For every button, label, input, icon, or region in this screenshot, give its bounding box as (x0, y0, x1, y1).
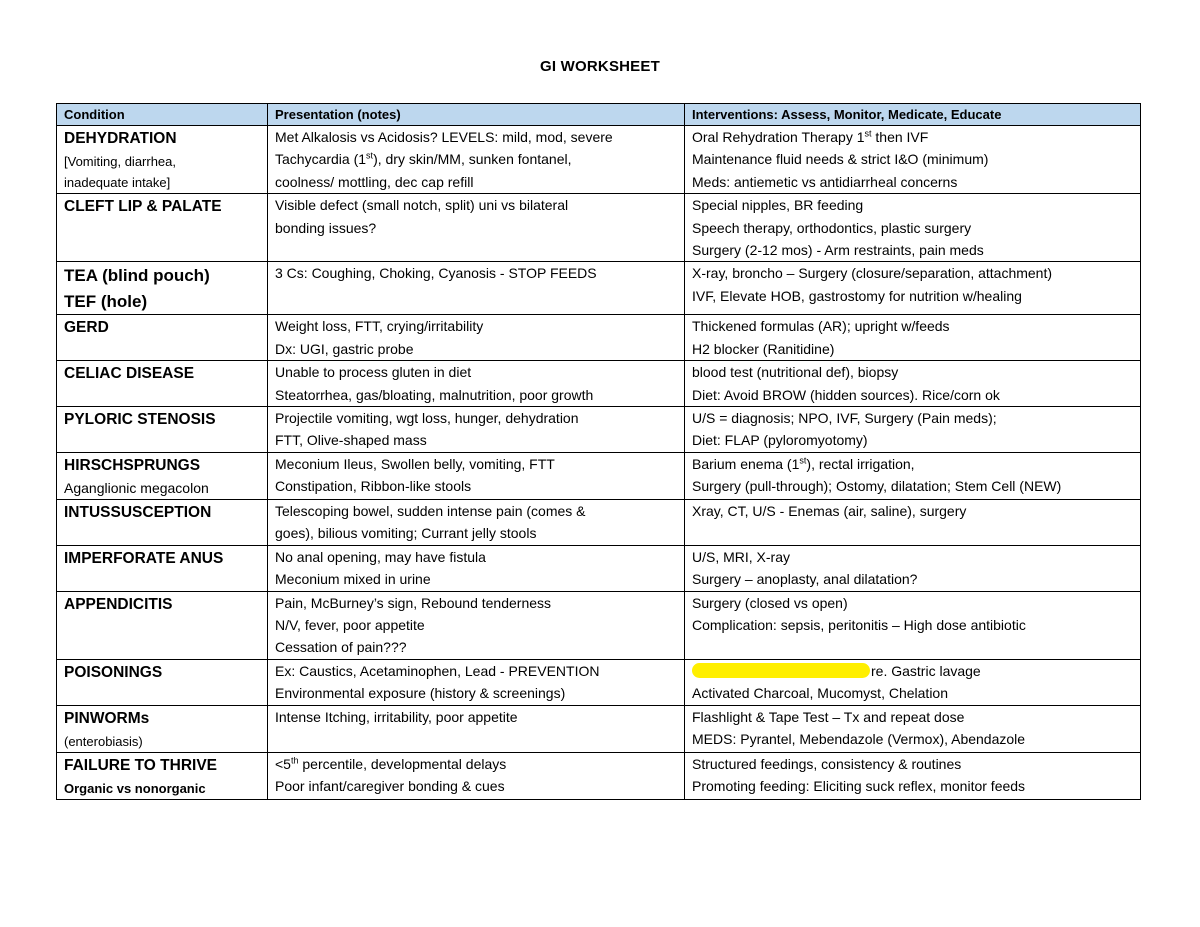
table-row (57, 407, 1141, 453)
presentation-line: FTT, Olive-shaped mass (275, 432, 427, 449)
presentation-line: Cessation of pain??? (275, 639, 407, 656)
presentation-line: Constipation, Ribbon-like stools (275, 478, 472, 495)
table-row (57, 659, 1141, 705)
condition-cell (57, 361, 268, 407)
presentation-cell (268, 545, 685, 591)
condition-cell (57, 315, 268, 361)
table-row (57, 194, 1141, 262)
presentation-line: bonding issues? (275, 219, 377, 236)
condition-cell (57, 407, 268, 453)
presentation-cell (268, 499, 685, 545)
intervention-line: Meds: antiemetic vs antidiarrheal concerns (692, 173, 958, 190)
presentation-line: coolness/ mottling, dec cap refill (275, 173, 474, 190)
condition-note: (enterobiasis) (64, 733, 143, 749)
intervention-line: Structured feedings, consistency & routines (692, 755, 962, 772)
page-title: GI WORKSHEET (540, 58, 660, 75)
intervention-line: U/S, MRI, X-ray (692, 548, 791, 565)
table-row (57, 452, 1141, 499)
table-row (57, 545, 1141, 591)
condition-name: GERD (64, 319, 109, 337)
interventions-cell (685, 315, 1141, 361)
condition-cell (57, 705, 268, 752)
presentation-line: Telescoping bowel, sudden intense pain (comes & (275, 502, 586, 519)
intervention-line: Maintenance fluid needs & strict I&O (minimum) (692, 151, 989, 168)
presentation-line: Pain, McBurney’s sign, Rebound tenderness (275, 594, 552, 611)
interventions-cell (685, 499, 1141, 545)
intervention-line: Surgery (pull-through); Ostomy, dilatation; Stem Cell (NEW) (692, 478, 1062, 495)
condition-name: IMPERFORATE ANUS (64, 549, 224, 567)
presentation-cell (268, 452, 685, 499)
condition-note: Aganglionic megacolon (64, 479, 209, 496)
intervention-line: Special nipples, BR feeding (692, 197, 864, 214)
presentation-line: Met Alkalosis vs Acidosis? LEVELS: mild, mod, severe (275, 129, 613, 145)
interventions-cell (685, 545, 1141, 591)
presentation-cell (268, 361, 685, 407)
condition-name: PINWORMs (64, 709, 150, 727)
condition-name: HIRSCHSPRUNGS (64, 456, 201, 474)
condition-name: DEHYDRATION (64, 130, 177, 147)
intervention-line: Xray, CT, U/S - Enemas (air, saline), surgery (692, 502, 967, 519)
intervention-line: U/S = diagnosis; NPO, IVF, Surgery (Pain meds); (692, 410, 997, 427)
intervention-line: X-ray, broncho – Surgery (closure/separation, attachment) (692, 265, 1053, 282)
presentation-line: 3 Cs: Coughing, Choking, Cyanosis - STOP FEEDS (275, 265, 597, 282)
condition-cell (57, 752, 268, 799)
header-condition: Condition (57, 104, 268, 126)
presentation-line: Projectile vomiting, wgt loss, hunger, dehydration (275, 410, 579, 427)
presentation-cell (268, 194, 685, 262)
presentation-line: goes), bilious vomiting; Currant jelly stools (275, 525, 537, 542)
intervention-line: Surgery (2-12 mos) - Arm restraints, pain meds (692, 242, 984, 259)
intervention-line: Promoting feeding: Eliciting suck reflex, monitor feeds (692, 777, 1026, 794)
intervention-line: Complication: sepsis, peritonitis – High dose antibiotic (692, 616, 1026, 633)
interventions-cell (685, 262, 1141, 315)
presentation-cell (268, 315, 685, 361)
interventions-cell (685, 659, 1141, 705)
intervention-line: MEDS: Pyrantel, Mebendazole (Vermox), Abendazole (692, 730, 1026, 747)
table-row (57, 499, 1141, 545)
table-row (57, 262, 1141, 315)
condition-name: PYLORIC STENOSIS (64, 411, 216, 429)
presentation-cell (268, 659, 685, 705)
presentation-line: Ex: Caustics, Acetaminophen, Lead - PREVENTION (275, 662, 600, 679)
table-row (57, 591, 1141, 659)
interventions-cell (685, 591, 1141, 659)
interventions-cell (685, 752, 1141, 799)
intervention-line: Flashlight & Tape Test – Tx and repeat dose (692, 708, 965, 725)
intervention-line: Surgery – anoplasty, anal dilatation? (692, 571, 918, 588)
intervention-line: blood test (nutritional def), biopsy (692, 364, 899, 381)
header-interventions: Interventions: Assess, Monitor, Medicate, Educate (685, 104, 1141, 126)
presentation-line: Meconium Ileus, Swollen belly, vomiting, FTT (275, 455, 555, 472)
intervention-line: Diet: Avoid BROW (hidden sources). Rice/corn ok (692, 386, 1000, 403)
condition-name: POISONINGS (64, 663, 163, 681)
presentation-line: Dx: UGI, gastric probe (275, 340, 414, 357)
presentation-cell (268, 591, 685, 659)
condition-name: TEA (blind pouch) (64, 266, 210, 286)
presentation-cell (268, 705, 685, 752)
condition-name: TEF (hole) (64, 292, 148, 312)
table-row (57, 126, 1141, 194)
condition-name: APPENDICITIS (64, 595, 173, 613)
presentation-cell (268, 126, 685, 194)
presentation-cell (268, 407, 685, 453)
presentation-cell (268, 752, 685, 799)
intervention-line: Diet: FLAP (pyloromyotomy) (692, 432, 868, 449)
table-row (57, 752, 1141, 799)
presentation-cell (268, 262, 685, 315)
presentation-line: Unable to process gluten in diet (275, 364, 472, 381)
condition-note: Organic vs nonorganic (64, 780, 206, 796)
table-row (57, 361, 1141, 407)
intervention-line: IVF, Elevate HOB, gastrostomy for nutrition w/healing (692, 287, 1022, 304)
presentation-line: Intense Itching, irritability, poor appetite (275, 708, 518, 725)
condition-cell (57, 452, 268, 499)
worksheet-table (56, 103, 1141, 800)
header-presentation: Presentation (notes) (268, 104, 685, 126)
condition-cell (57, 591, 268, 659)
interventions-cell (685, 194, 1141, 262)
condition-cell (57, 126, 268, 194)
intervention-line: Barium enema (1st), rectal irrigation, (692, 455, 915, 472)
intervention-line: re. Gastric lavage (692, 660, 1140, 682)
presentation-line: Environmental exposure (history & screenings) (275, 685, 566, 702)
presentation-line: Weight loss, FTT, crying/irritability (275, 318, 484, 335)
condition-cell (57, 194, 268, 262)
condition-cell (57, 499, 268, 545)
interventions-cell (685, 705, 1141, 752)
presentation-line: No anal opening, may have fistula (275, 548, 486, 565)
header-row (57, 104, 1141, 126)
presentation-line: <5th percentile, developmental delays (275, 754, 507, 772)
intervention-line: Oral Rehydration Therapy 1st then IVF (692, 128, 929, 145)
presentation-line: Visible defect (small notch, split) uni vs bilateral (275, 197, 569, 214)
presentation-line: Steatorrhea, gas/bloating, malnutrition, poor growth (275, 386, 594, 403)
intervention-line: Activated Charcoal, Mucomyst, Chelation (692, 685, 948, 702)
interventions-cell (685, 126, 1141, 194)
interventions-cell (685, 361, 1141, 407)
highlight-redaction (692, 663, 870, 678)
condition-cell (57, 262, 268, 315)
presentation-line: N/V, fever, poor appetite (275, 616, 425, 633)
condition-note: inadequate intake] (64, 175, 171, 190)
intervention-line: Thickened formulas (AR); upright w/feeds (692, 318, 950, 335)
condition-cell (57, 545, 268, 591)
condition-note: [Vomiting, diarrhea, (64, 154, 177, 169)
table-row (57, 315, 1141, 361)
intervention-line: H2 blocker (Ranitidine) (692, 340, 835, 357)
presentation-line: Poor infant/caregiver bonding & cues (275, 777, 505, 794)
intervention-line: Speech therapy, orthodontics, plastic surgery (692, 219, 972, 236)
presentation-line: Tachycardia (1st), dry skin/MM, sunken fontanel, (275, 150, 572, 168)
intervention-line: Surgery (closed vs open) (692, 594, 848, 611)
table-row (57, 705, 1141, 752)
condition-cell (57, 659, 268, 705)
interventions-cell (685, 407, 1141, 453)
condition-name: CELIAC DISEASE (64, 365, 195, 383)
interventions-cell (685, 452, 1141, 499)
condition-name: INTUSSUSCEPTION (64, 503, 212, 521)
condition-name: FAILURE TO THRIVE (64, 756, 218, 774)
presentation-line: Meconium mixed in urine (275, 571, 431, 588)
condition-name: CLEFT LIP & PALATE (64, 198, 222, 216)
